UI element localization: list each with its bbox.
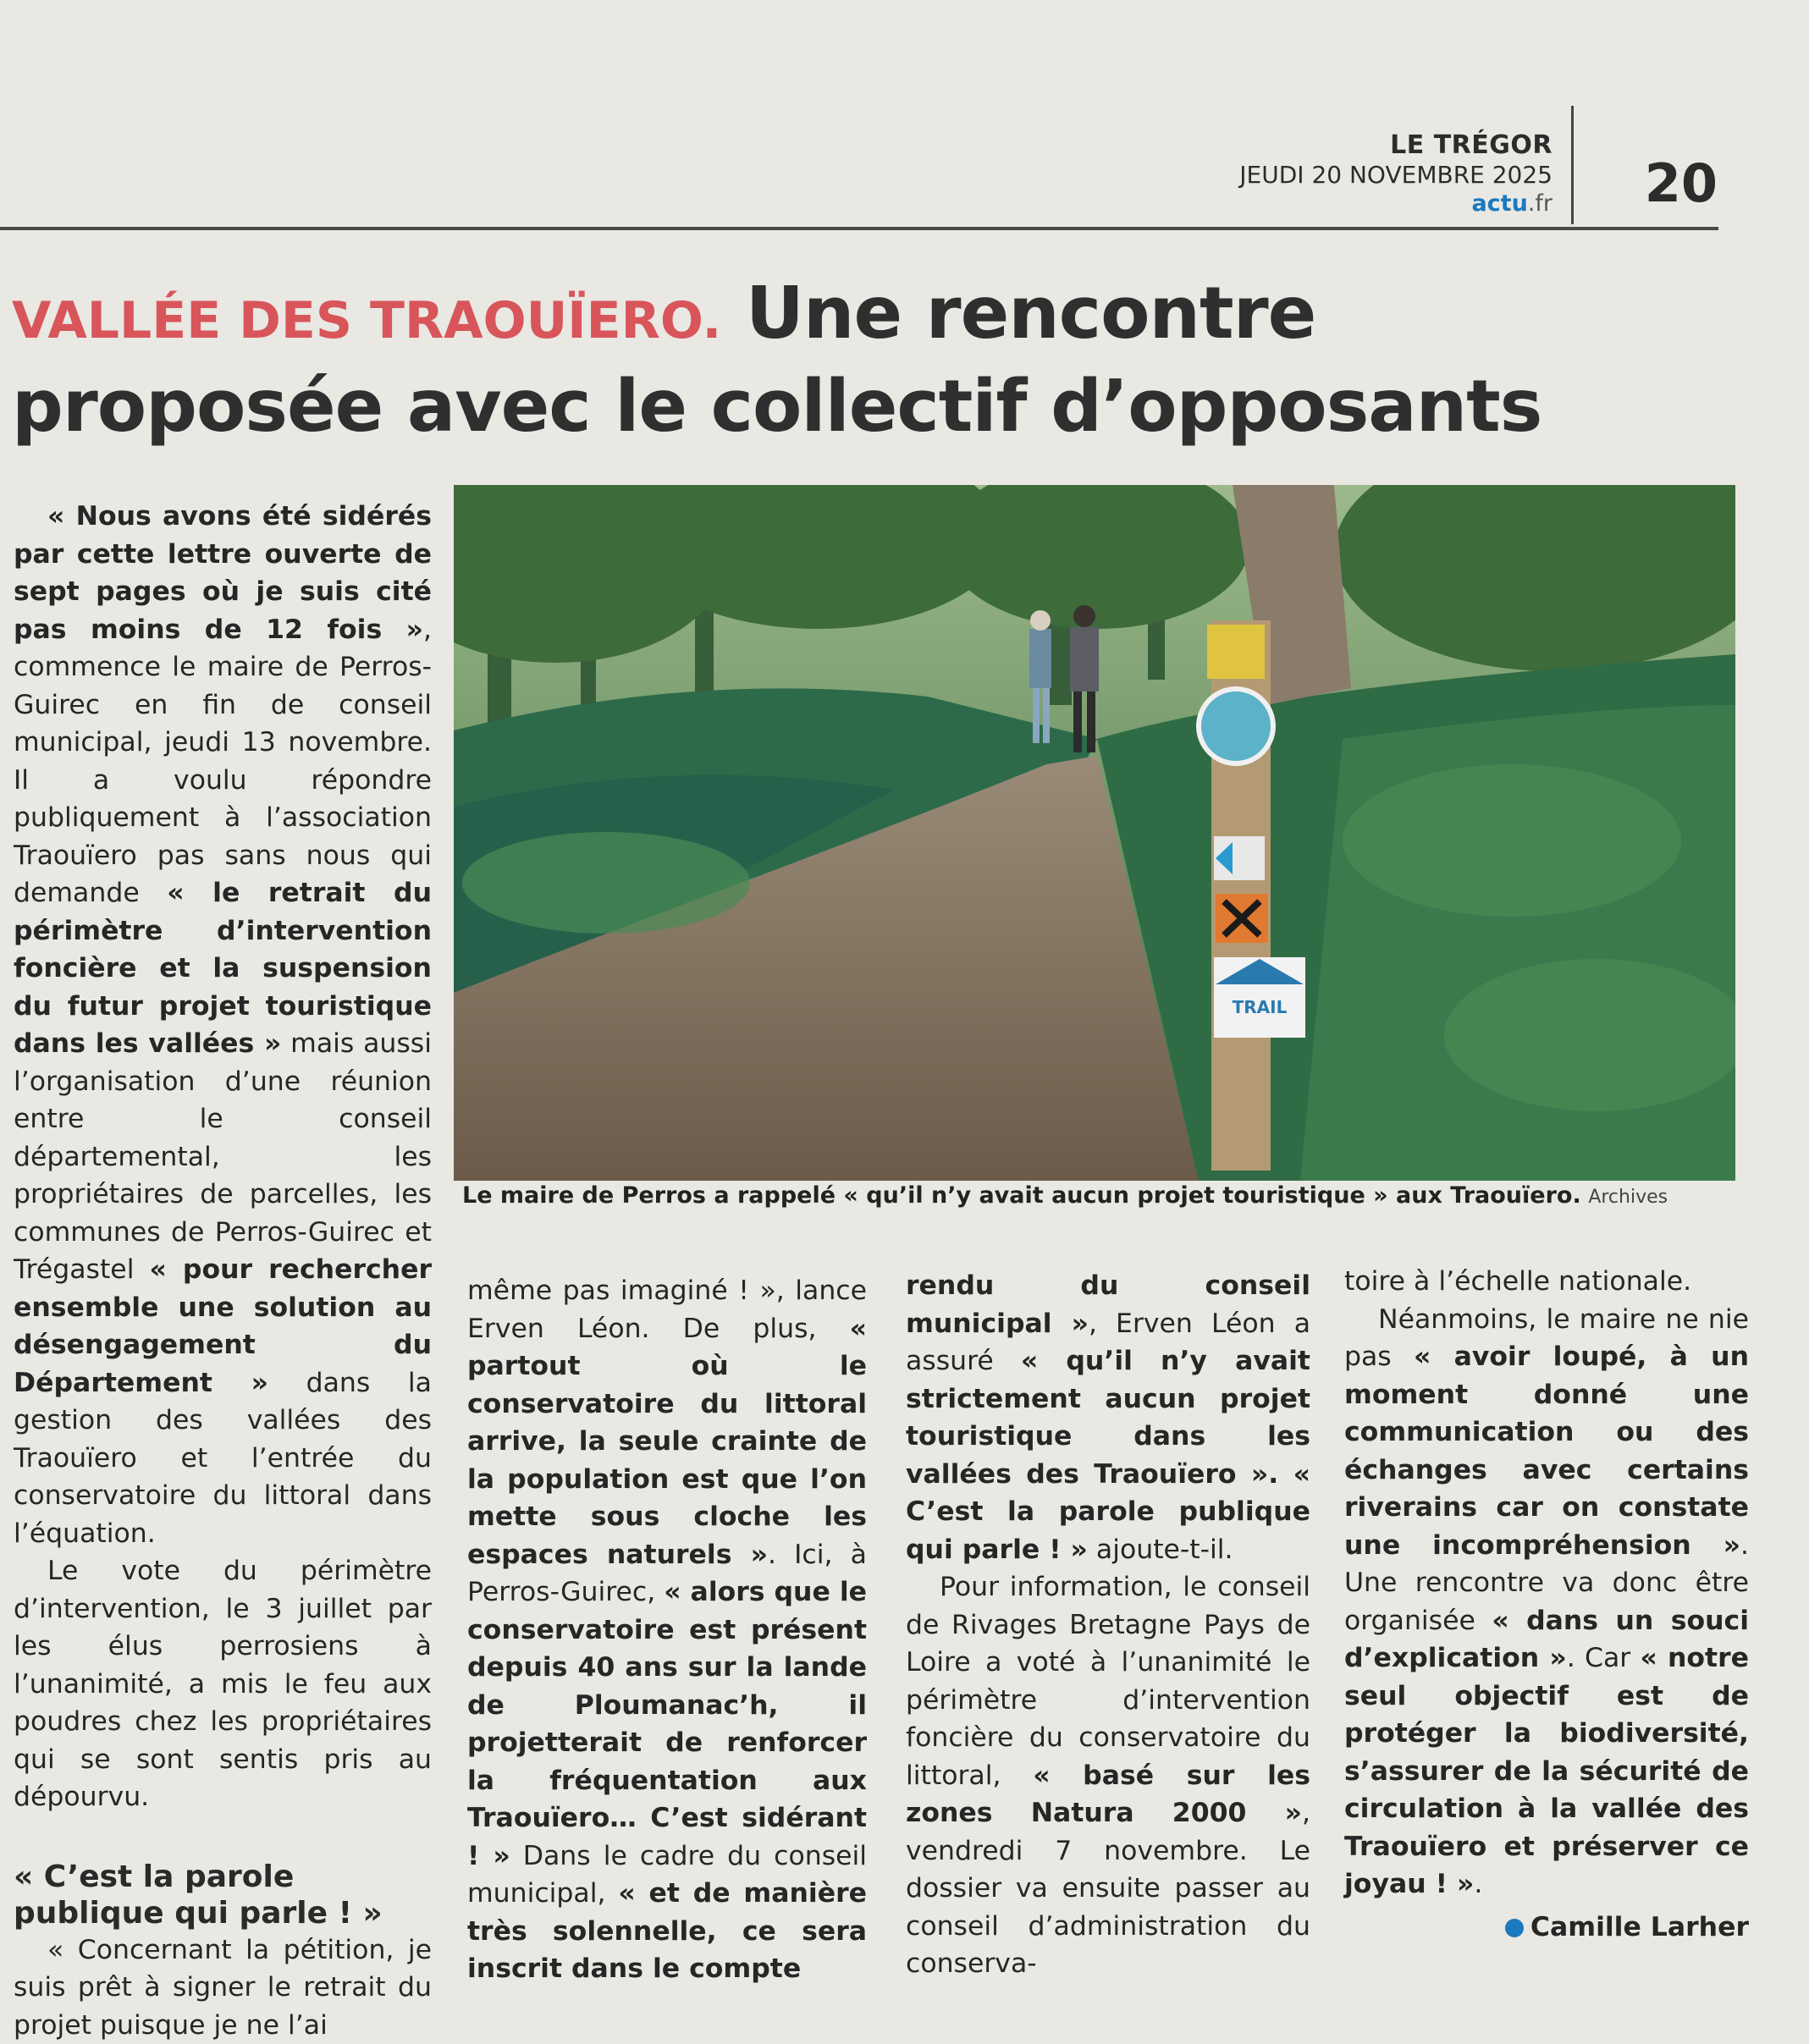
website: [1239, 190, 1553, 218]
text: Dans le cadre du conseil municipal,: [467, 1841, 867, 1909]
quote: « notre seul objectif est de protéger la biodiversité, s’assurer de la sécurité de circulation à la vallée des Traouïero et préserver ce joyau ! »: [1344, 1643, 1749, 1899]
caption-text: Le maire de Perros a rappelé « qu’il n’y avait aucun projet touristique » aux Traouïero.: [462, 1182, 1581, 1209]
website-name: actu: [1471, 190, 1527, 217]
text: , commence le maire de Perros-Guirec en fin de conseil municipal, jeudi 13 novembre. Il a voulu répondre publiquement à l’association Traouïero pas sans nous qui demande: [14, 614, 432, 909]
header-rule: [0, 227, 1718, 230]
quote: « partout où le conservatoire du littoral arrive, la seule crainte de la population est que l’on mette sous cloche les espaces naturels »: [467, 1314, 867, 1570]
article-subheading: « C’est la parole publique qui parle ! »: [14, 1859, 432, 1931]
masthead-text: [1239, 130, 1553, 218]
forest-path-illustration: [454, 485, 1735, 1181]
photo-caption: [462, 1179, 1732, 1215]
paragraph: [467, 1272, 867, 1988]
article-kicker: VALLÉE DES TRAOUÏERO.: [12, 291, 721, 350]
text: dans la gestion des vallées des Traouïero et l’entrée du conservatoire du littoral dans l’équation.: [14, 1368, 432, 1549]
website-tld: .fr: [1528, 190, 1553, 217]
masthead-divider: [1571, 106, 1574, 224]
quote: « pour rechercher ensemble une solution au désengagement du Département »: [14, 1254, 432, 1398]
quote: « qu’il n’y avait strictement aucun projet touristique dans les vallées des Traouïero »: [906, 1346, 1310, 1490]
quote: « dans un souci d’explication »: [1344, 1606, 1749, 1674]
quote: « le retrait du périmètre d’intervention foncière et la suspension du futur projet touristique dans les vallées »: [14, 878, 432, 1059]
paragraph: Le vote du périmètre d’intervention, le 3 juillet par les élus perrosiens à l’unanimité, a mis le feu aux poudres chez les propriétaires qui se sont sentis pris au dépourvu.: [14, 1552, 432, 1816]
text: Néanmoins, le maire ne nie pas: [1344, 1304, 1749, 1373]
article-byline: [1344, 1909, 1749, 1947]
trail-sign-label: TRAIL: [1233, 997, 1288, 1017]
paragraph: [1344, 1301, 1749, 1904]
page-number: 20: [1645, 152, 1718, 214]
text: . Car: [1567, 1643, 1641, 1673]
text: . Ici, à Perros-Guirec,: [467, 1540, 867, 1608]
quote: « basé sur les zones Natura 2000 »: [906, 1760, 1310, 1829]
paragraph: toire à l’échelle nationale.: [1344, 1263, 1749, 1301]
paragraph: [14, 498, 432, 1552]
quote: rendu du conseil municipal »: [906, 1270, 1310, 1339]
text-column-3: [906, 1267, 1310, 1983]
text: mais aussi l’organisation d’une réunion entre le conseil départemental, les propriétaires de parcelles, les communes de Perros-Guirec et Trégastel: [14, 1028, 432, 1285]
text-column-1: [14, 498, 432, 2044]
text: . Une rencontre va donc être organisée: [1344, 1530, 1749, 1636]
quote: . « C’est la parole publique qui parle ! »: [906, 1459, 1310, 1565]
text-column-2: [467, 1272, 867, 1988]
article-title: Une rencontre proposée avec le collectif d’opposants: [12, 272, 1542, 449]
bullet-dot-icon: [1505, 1919, 1524, 1937]
article-headline: [12, 271, 1663, 450]
issue-date: JEUDI 20 NOVEMBRE 2025: [1239, 161, 1553, 190]
author-name: Camille Larher: [1530, 1912, 1749, 1942]
text: .: [1474, 1869, 1482, 1899]
quote: « alors que le conservatoire est présent depuis 40 ans sur la lande de Ploumanac’h, il projetterait de renforcer la fréquentation aux Traouïero… C’est sidérant ! »: [467, 1577, 867, 1871]
article-photo: [454, 485, 1735, 1181]
paragraph: [906, 1568, 1310, 1983]
text: ajoute-t-il.: [1088, 1534, 1233, 1565]
masthead: [1125, 127, 1718, 223]
photo-credit: Archives: [1588, 1187, 1668, 1208]
newspaper-name: LE TRÉGOR: [1239, 130, 1553, 161]
text: même pas imaginé ! », lance Erven Léon. De plus,: [467, 1275, 867, 1344]
text: , vendredi 7 novembre. Le dossier va ensuite passer au conseil d’administration du conserva-: [906, 1798, 1310, 1979]
quote: « Nous avons été sidérés par cette lettre ouverte de sept pages où je suis cité pas moins de 12 fois »: [14, 501, 432, 645]
text-column-4: [1344, 1263, 1749, 1946]
quote: « et de manière très solennelle, ce sera inscrit dans le compte: [467, 1878, 867, 1984]
paragraph: [906, 1267, 1310, 1568]
text: , Erven Léon a assuré: [906, 1308, 1310, 1377]
text: Pour information, le conseil de Rivages Bretagne Pays de Loire a voté à l’unanimité le périmètre d’intervention foncière du conservatoire du littoral,: [906, 1572, 1310, 1791]
quote: « avoir loupé, à un moment donné une communication ou des échanges avec certains riverains car on constate une incompréhension »: [1344, 1342, 1749, 1561]
paragraph: « Concernant la pétition, je suis prêt à signer le retrait du projet puisque je ne l’ai: [14, 1931, 432, 2044]
